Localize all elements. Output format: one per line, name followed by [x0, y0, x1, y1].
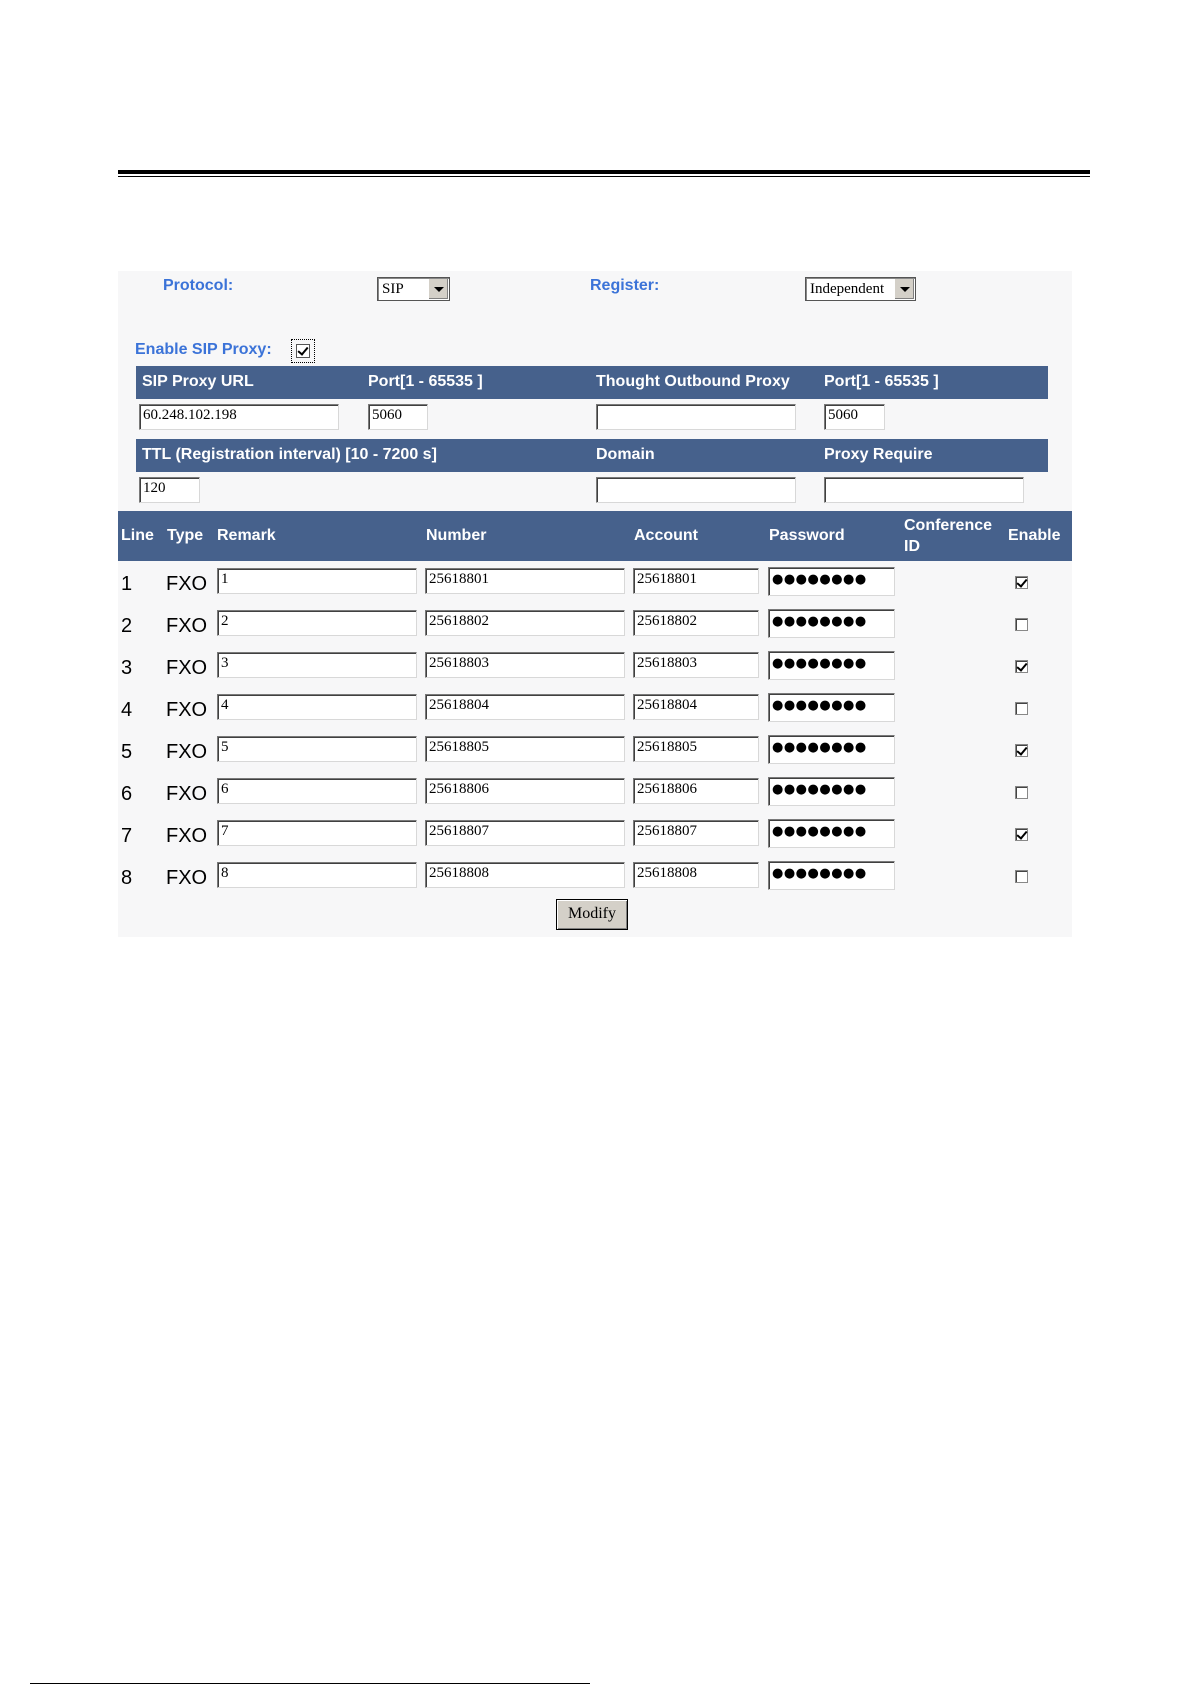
line-number: 7 [121, 825, 133, 847]
number-input[interactable]: 25618807 [425, 820, 625, 846]
outbound-port-header: Port[1 - 65535 ] [824, 373, 939, 390]
sip-proxy-url-input[interactable]: 60.248.102.198 [139, 404, 339, 430]
ttl-header: TTL (Registration interval) [10 - 7200 s] [142, 446, 437, 463]
proxy-port-input[interactable]: 5060 [368, 404, 428, 430]
account-input[interactable]: 25618805 [633, 736, 759, 762]
account-input[interactable]: 25618802 [633, 610, 759, 636]
number-input[interactable]: 25618806 [425, 778, 625, 804]
outbound-port-input[interactable]: 5060 [824, 404, 885, 430]
line-type: FXO [166, 699, 208, 721]
account-input[interactable]: 25618807 [633, 820, 759, 846]
chevron-down-icon [894, 279, 914, 299]
account-input[interactable]: 25618806 [633, 778, 759, 804]
protocol-value: SIP [382, 281, 404, 297]
line-type: FXO [166, 573, 208, 595]
remark-input[interactable]: 1 [217, 568, 417, 594]
line-number: 2 [121, 615, 133, 637]
enable-checkbox[interactable] [1015, 702, 1028, 715]
sip-proxy-url-header: SIP Proxy URL [142, 373, 254, 390]
protocol-label: Protocol: [163, 277, 234, 294]
password-input[interactable]: ●●●●●●●● [768, 651, 895, 680]
password-input[interactable]: ●●●●●●●● [768, 861, 895, 890]
port-header: Port[1 - 65535 ] [368, 373, 483, 390]
account-input[interactable]: 25618804 [633, 694, 759, 720]
enable-checkbox[interactable] [1015, 660, 1028, 673]
password-input[interactable]: ●●●●●●●● [768, 567, 895, 596]
domain-input[interactable] [596, 477, 796, 503]
line-number: 1 [121, 573, 133, 595]
account-header: Account [634, 527, 698, 544]
account-input[interactable]: 25618801 [633, 568, 759, 594]
password-input[interactable]: ●●●●●●●● [768, 777, 895, 806]
chevron-down-icon [428, 279, 448, 299]
number-input[interactable]: 25618801 [425, 568, 625, 594]
line-number: 4 [121, 699, 133, 721]
account-input[interactable]: 25618803 [633, 652, 759, 678]
register-label: Register: [590, 277, 660, 294]
line-number: 3 [121, 657, 133, 679]
line-number: 8 [121, 867, 133, 889]
registration-header-row [136, 439, 1048, 472]
number-input[interactable]: 25618805 [425, 736, 625, 762]
number-header: Number [426, 527, 487, 544]
proxy-require-input[interactable] [824, 477, 1024, 503]
line-number: 6 [121, 783, 133, 805]
page-divider [118, 170, 1090, 174]
enable-sip-proxy-checkbox[interactable] [291, 339, 315, 363]
account-input[interactable]: 25618808 [633, 862, 759, 888]
line-type: FXO [166, 867, 208, 889]
remark-input[interactable]: 7 [217, 820, 417, 846]
password-input[interactable]: ●●●●●●●● [768, 609, 895, 638]
password-header: Password [769, 527, 845, 544]
line-type: FXO [166, 825, 208, 847]
enable-header: Enable [1008, 527, 1061, 544]
line-header: Line [121, 527, 154, 544]
outbound-proxy-input[interactable] [596, 404, 796, 430]
number-input[interactable]: 25618802 [425, 610, 625, 636]
remark-input[interactable]: 2 [217, 610, 417, 636]
page-divider-thin [118, 176, 1090, 177]
domain-header: Domain [596, 446, 655, 463]
enable-sip-proxy-label: Enable SIP Proxy: [135, 341, 272, 358]
remark-input[interactable]: 5 [217, 736, 417, 762]
register-select[interactable] [805, 277, 916, 301]
lines-header-row [118, 511, 1072, 561]
remark-input[interactable]: 6 [217, 778, 417, 804]
type-header: Type [167, 527, 204, 544]
outbound-proxy-header: Thought Outbound Proxy [596, 373, 790, 390]
line-type: FXO [166, 657, 208, 679]
remark-input[interactable]: 4 [217, 694, 417, 720]
remark-input[interactable]: 3 [217, 652, 417, 678]
password-input[interactable]: ●●●●●●●● [768, 819, 895, 848]
number-input[interactable]: 25618804 [425, 694, 625, 720]
register-value: Independent [810, 281, 885, 297]
line-type: FXO [166, 615, 208, 637]
enable-checkbox[interactable] [1015, 870, 1028, 883]
enable-checkbox[interactable] [1015, 576, 1028, 589]
check-icon [296, 344, 310, 358]
line-type: FXO [166, 783, 208, 805]
conference-id-header: ID [904, 538, 920, 555]
modify-button[interactable]: Modify [556, 899, 628, 930]
proxy-header-row [136, 366, 1048, 399]
enable-checkbox[interactable] [1015, 786, 1028, 799]
line-number: 5 [121, 741, 133, 763]
ttl-input[interactable]: 120 [139, 477, 200, 503]
enable-checkbox[interactable] [1015, 618, 1028, 631]
remark-header: Remark [217, 527, 276, 544]
line-type: FXO [166, 741, 208, 763]
enable-checkbox[interactable] [1015, 828, 1028, 841]
footer-rule [30, 1683, 590, 1684]
conference-header: Conference [904, 517, 993, 534]
number-input[interactable]: 25618808 [425, 862, 625, 888]
proxy-require-header: Proxy Require [824, 446, 933, 463]
remark-input[interactable]: 8 [217, 862, 417, 888]
protocol-select[interactable] [377, 277, 450, 301]
password-input[interactable]: ●●●●●●●● [768, 693, 895, 722]
enable-checkbox[interactable] [1015, 744, 1028, 757]
password-input[interactable]: ●●●●●●●● [768, 735, 895, 764]
number-input[interactable]: 25618803 [425, 652, 625, 678]
